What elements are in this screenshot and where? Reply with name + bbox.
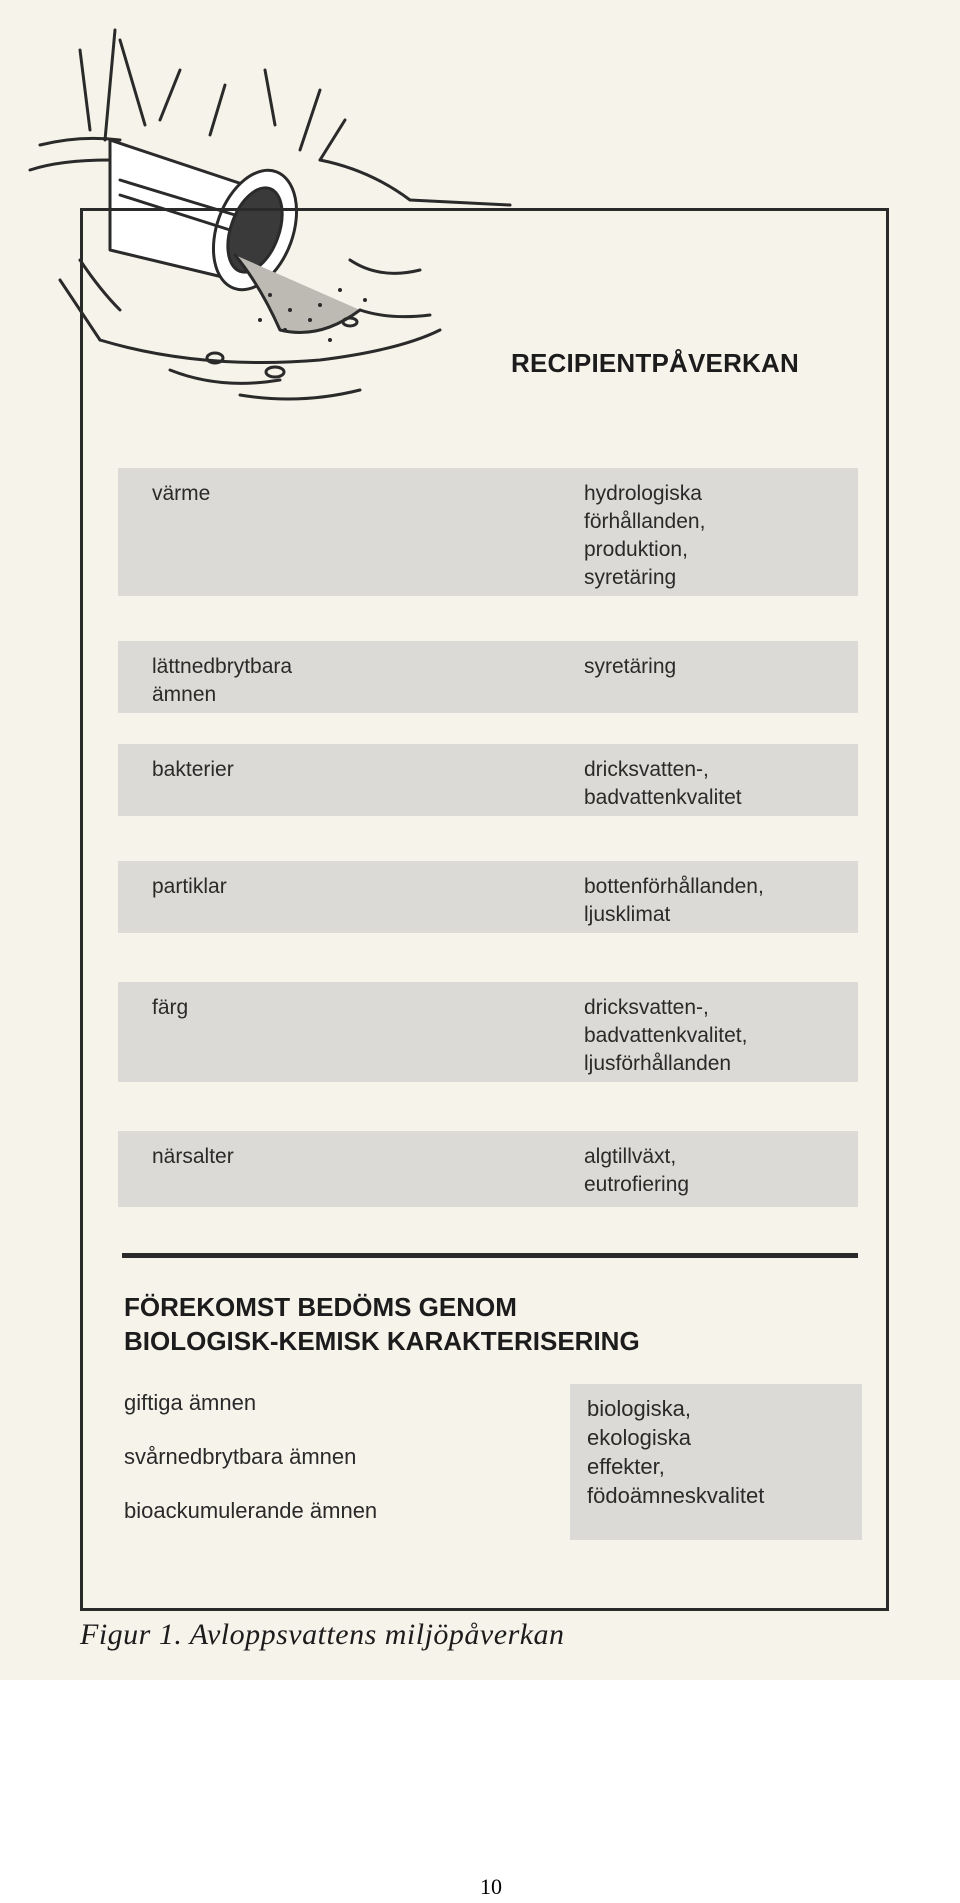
cause-label: färg [152, 996, 189, 1019]
effect-label: dricksvatten-, badvattenkvalitet, ljusförhållanden [584, 996, 748, 1075]
section-divider [122, 1253, 858, 1258]
figure-caption: Figur 1. Avloppsvattens miljöpåverkan [80, 1618, 565, 1651]
impact-row [118, 468, 858, 596]
impact-row [118, 982, 858, 1082]
cause-label: värme [152, 482, 211, 505]
impact-row [118, 861, 858, 933]
assessment-heading: FÖREKOMST BEDÖMS GENOM BIOLOGISK-KEMISK KARAKTERISERING [124, 1292, 640, 1356]
diagram-title: RECIPIENTPÅVERKAN [511, 348, 799, 378]
substance-item: giftiga ämnen [124, 1390, 257, 1415]
effect-label: syretäring [584, 655, 677, 678]
substance-effects-label: biologiska, ekologiska effekter, födoämneskvalitet [587, 1396, 765, 1508]
effect-label: hydrologiska förhållanden, produktion, syretäring [584, 482, 706, 589]
impact-row [118, 744, 858, 816]
substance-item: bioackumulerande ämnen [124, 1498, 378, 1523]
impact-row [118, 641, 858, 713]
cause-label: bakterier [152, 758, 234, 781]
impact-row [118, 1131, 858, 1207]
page-number: 10 [480, 1874, 502, 1899]
cause-label: lättnedbrytbara ämnen [152, 655, 293, 706]
cause-label: närsalter [152, 1145, 234, 1168]
cause-label: partiklar [152, 875, 227, 898]
effect-label: dricksvatten-, badvattenkvalitet [584, 758, 742, 809]
effect-label: algtillväxt, eutrofiering [584, 1145, 690, 1196]
substance-effects-box [570, 1384, 862, 1540]
effect-label: bottenförhållanden, ljusklimat [584, 875, 764, 926]
substance-list [124, 1390, 377, 1552]
substance-item: svårnedbrytbara ämnen [124, 1444, 357, 1469]
